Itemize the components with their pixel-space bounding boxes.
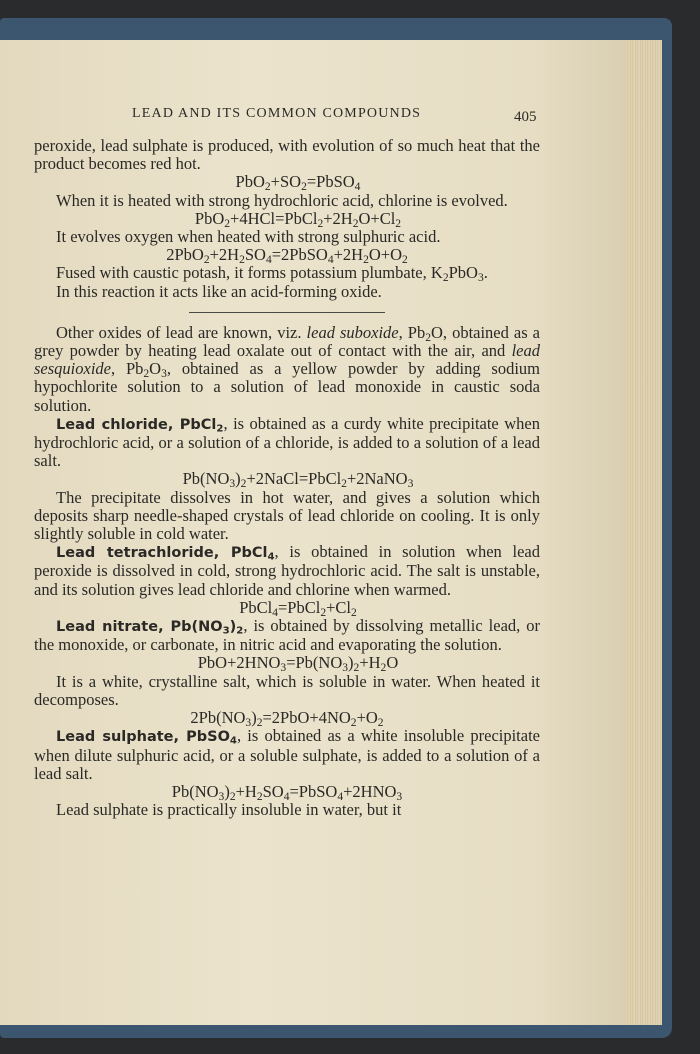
equation: $Pb(NO_3)_2+2NaCl=PbCl_2+2NaNO_3$ bbox=[182, 469, 414, 491]
italic-term: lead suboxide bbox=[306, 322, 399, 342]
bold-heading: Lead tetrachloride bbox=[56, 545, 214, 562]
paragraph: Lead tetrachloride, PbCl$_4$, is obtained in solution when lead peroxide is dissolved in cold, strong hydrochloric acid. The salt is unstable, and its solution gives lead chloride and chlorine when warmed. bbox=[34, 542, 540, 599]
paragraph-text: Other oxides of lead are known, viz. bbox=[56, 322, 302, 342]
equation: $PbO_2+4HCl=PbCl_2+2H_2O+Cl_2$ bbox=[194, 208, 402, 230]
paragraph: It evolves oxygen when heated with strong sulphuric acid. bbox=[56, 227, 441, 247]
paragraph: Fused with caustic potash, it forms potassium plumbate, $K_2PbO_3$. bbox=[56, 263, 488, 285]
paragraph: Lead sulphate is practically insoluble in water, but it bbox=[56, 800, 402, 820]
paragraph-text: is obtained as a curdy white precipitate when hydrochloric acid, or a solution of a chloride, is added to a solution of a lead salt. bbox=[34, 413, 540, 471]
paragraph: The precipitate dissolves in hot water, and gives a solution which deposits sharp needle-shaped crystals of lead chloride on cooling. It is only slightly soluble in cold water. bbox=[34, 487, 540, 544]
equation: $Pb(NO_3)_2+H_2SO_4=PbSO_4+2HNO_3$ bbox=[171, 781, 403, 803]
page-body bbox=[34, 137, 540, 819]
paragraph: It is a white, crystalline salt, which is soluble in water. When heated it decomposes. bbox=[34, 671, 540, 709]
bold-heading: Lead nitrate bbox=[56, 619, 159, 636]
page-edges bbox=[626, 40, 662, 1025]
equation: $2Pb(NO_3)_2=2PbO+4NO_2+O_2$ bbox=[190, 708, 384, 729]
paragraph: Lead nitrate, $Pb(NO_3)_2$, is obtained by dissolving metallic lead, or the monoxide, or carbonate, in nitric acid and evaporating the solution. bbox=[34, 616, 540, 655]
italic-term: lead sesquioxide bbox=[34, 341, 541, 379]
paragraph: Other oxides of lead are known, viz. lead suboxide, $Pb_2O$, obtained as a grey powder by heating lead oxalate out of contact with the air, and lead sesquioxide, $Pb_2O_3$, obtained as a yellow powder by adding sodium hypochlorite solution to a solution of lead monoxide in caustic soda solution. bbox=[34, 322, 541, 415]
paragraph: When it is heated with strong hydrochloric acid, chlorine is evolved. bbox=[56, 190, 508, 210]
equation: $2PbO_2+2H_2SO_4=2PbSO_4+2H_2O+O_2$ bbox=[166, 245, 408, 267]
page-number: 405 bbox=[514, 109, 537, 125]
equation: $PbCl_4=PbCl_2+Cl_2$ bbox=[239, 597, 357, 619]
running-header: LEAD AND ITS COMMON COMPOUNDS bbox=[132, 106, 422, 121]
section-divider bbox=[189, 312, 385, 313]
paragraph: In this reaction it acts like an acid-forming oxide. bbox=[56, 281, 382, 301]
paragraph: peroxide, lead sulphate is produced, with evolution of so much heat that the product becomes red hot. bbox=[34, 136, 540, 174]
paragraph: Lead sulphate, PbSO$_4$, is obtained as a white insoluble precipitate when dilute sulphuric acid, or a soluble sulphate, is added to a solution of a lead salt. bbox=[34, 726, 540, 783]
bold-heading: Lead sulphate bbox=[56, 729, 174, 746]
bold-heading: Lead chloride bbox=[56, 416, 168, 433]
paragraph-text: obtained as a grey powder by heating lead oxalate out of contact with the air, and bbox=[34, 322, 540, 361]
paragraph: Lead chloride, PbCl$_2$, is obtained as a curdy white precipitate when hydrochloric acid, or a solution of a chloride, is added to a solution of a lead salt. bbox=[34, 413, 540, 471]
paragraph-text: is obtained in solution when lead peroxide is dissolved in cold, strong hydrochloric acid. The salt is unstable, and its solution gives lead chloride and chlorine when warmed. bbox=[34, 542, 540, 599]
paragraph-text: is obtained as a white insoluble precipitate when dilute sulphuric acid, or a soluble sulphate, is added to a solution of a lead salt. bbox=[34, 726, 540, 783]
equation: $PbO_2+SO_2=PbSO_4$ bbox=[235, 172, 361, 194]
paragraph-text: obtained as a yellow powder by adding sodium hypochlorite solution to a solution of lead monoxide in caustic soda solution. bbox=[34, 359, 540, 415]
paragraph-text: is obtained by dissolving metallic lead, or the monoxide, or carbonate, in nitric acid and evaporating the solution. bbox=[34, 616, 540, 655]
paragraph-text: Fused with caustic potash, it forms potassium plumbate, bbox=[56, 263, 427, 283]
equation: $PbO+2HNO_3=Pb(NO_3)_2+H_2O$ bbox=[197, 653, 399, 675]
